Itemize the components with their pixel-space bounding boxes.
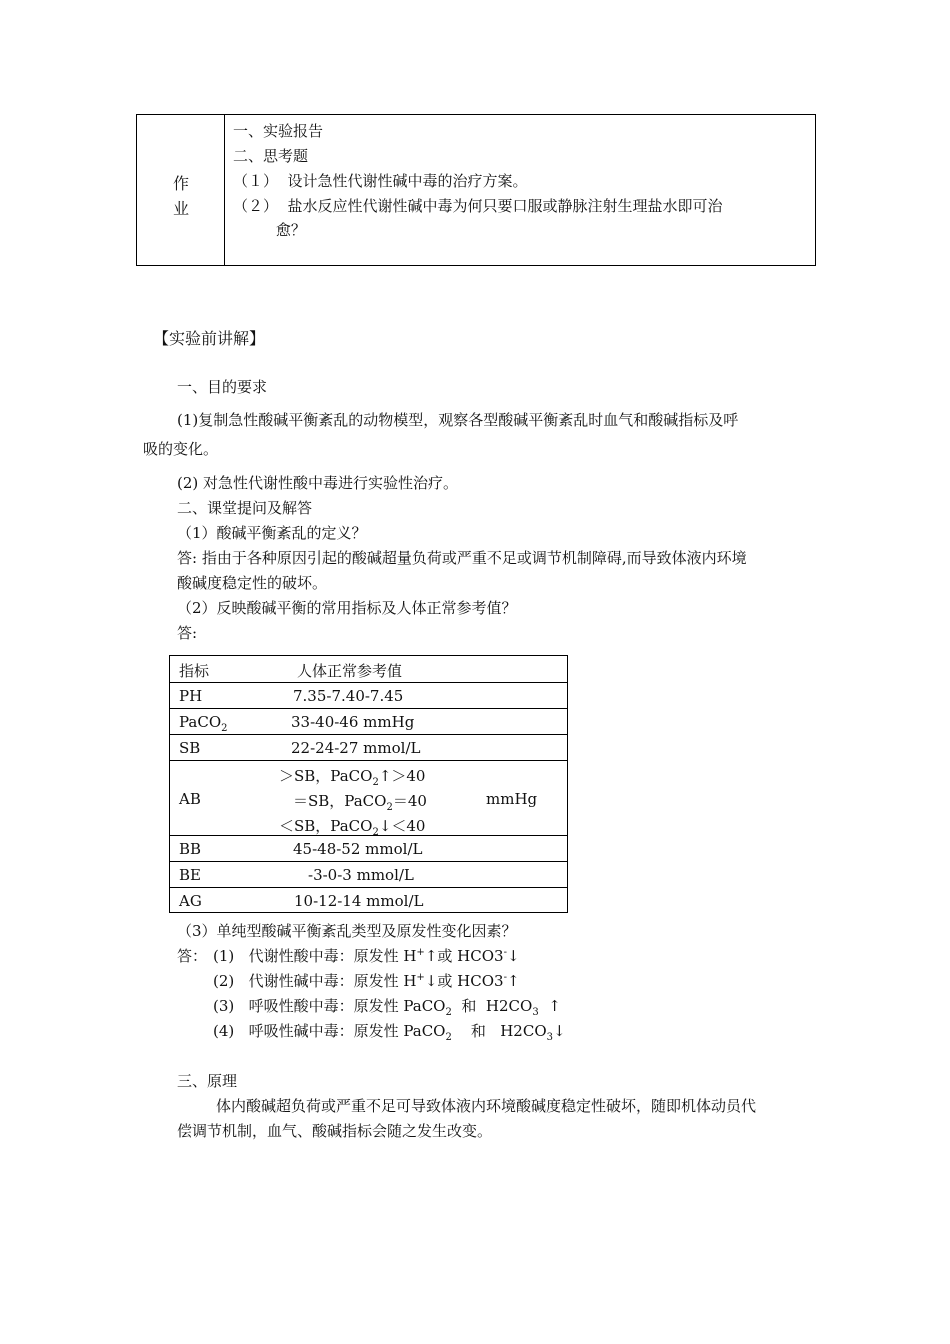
ab-line-2: [293, 790, 427, 813]
homework-label-cell: [137, 115, 225, 265]
question-1: （1）酸碱平衡紊乱的定义？: [177, 524, 367, 542]
item-1-sup: +: [416, 947, 425, 958]
ref-value-sb: 22-24-27 mmol/L: [291, 739, 421, 757]
item-3-sub2: 3: [532, 1007, 539, 1018]
answer-1a: 答: 指由于各种原因引起的酸碱超量负荷或严重不足或调节机制障碍,而导致体液内环境: [177, 549, 747, 567]
section-title: 【实验前讲解】: [153, 329, 266, 348]
ref-row-paco2: [170, 709, 567, 735]
principle-heading: 三、原理: [177, 1072, 238, 1090]
answer-2-label: 答:: [177, 624, 198, 642]
homework-line-3: （１） 设计急性代谢性碱中毒的治疗方案。: [233, 172, 528, 190]
question-2: （2）反映酸碱平衡的常用指标及人体正常参考值？: [177, 599, 517, 617]
item-4-rest: 和 H2CO: [451, 1022, 547, 1040]
ref-value-paco2: 33-40-46 mmHg: [291, 713, 415, 731]
qa-heading: 二、课堂提问及解答: [177, 499, 313, 517]
ab-line-1-pre: ＞SB，PaCO: [279, 767, 373, 785]
answer-3-item-3: [213, 995, 561, 1018]
homework-label-char-2: 业: [173, 199, 190, 218]
item-1-text: 代谢性酸中毒：原发性 H: [248, 947, 417, 965]
ab-line-1-post: ↑＞40: [378, 767, 426, 785]
reference-values-table: [169, 655, 568, 913]
paco2-text: PaCO: [179, 713, 222, 731]
answer-1b: 酸碱度稳定性的破坏。: [177, 574, 328, 592]
purpose-item-1b: 吸的变化。: [143, 440, 219, 458]
answer-3-item-4: [213, 1020, 566, 1043]
ref-header-value: 人体正常参考值: [297, 662, 403, 680]
item-2-num: (2): [213, 972, 235, 990]
ab-line-3-sub: 2: [372, 827, 379, 838]
answer-3-prefix: 答：: [177, 947, 208, 965]
item-1-num: (1): [213, 947, 235, 965]
ref-name-sb: SB: [179, 739, 201, 757]
ref-value-ag: 10-12-14 mmol/L: [294, 892, 424, 910]
ab-line-2-pre: ＝SB，PaCO: [293, 792, 387, 810]
item-4-text: 呼吸性碱中毒：原发性 PaCO: [248, 1022, 446, 1040]
paco2-sub: 2: [221, 723, 228, 734]
ref-name-be: BE: [179, 866, 201, 884]
ref-row-ag: [170, 888, 567, 914]
ab-line-3-post: ↓＜40: [378, 817, 426, 835]
item-2-rest: ↓或 HCO3: [424, 972, 504, 990]
item-4-sub2: 3: [546, 1032, 553, 1043]
item-4-sub: 2: [445, 1032, 452, 1043]
ref-row-sb: [170, 735, 567, 761]
item-2-end: ↑: [506, 972, 520, 990]
answer-3-item-2: [213, 970, 520, 991]
ref-name-bb: BB: [179, 840, 202, 858]
homework-line-4: （２） 盐水反应性代谢性碱中毒为何只要口服或静脉注射生理盐水即可治: [233, 197, 723, 215]
item-3-text: 呼吸性酸中毒：原发性 PaCO: [248, 997, 446, 1015]
item-4-num: (4): [213, 1022, 235, 1040]
ab-line-1: [279, 765, 425, 788]
ref-value-bb: 45-48-52 mmol/L: [293, 840, 423, 858]
ref-row-bb: [170, 836, 567, 862]
question-3: （3）单纯型酸碱平衡紊乱类型及原发性变化因素？: [177, 922, 517, 940]
homework-table: [136, 114, 816, 266]
item-3-end: ↑: [538, 997, 561, 1015]
ref-name-paco2: [179, 713, 228, 734]
purpose-heading: 一、目的要求: [177, 378, 268, 396]
ab-line-2-post: ＝40: [392, 792, 427, 810]
item-3-sub: 2: [445, 1007, 452, 1018]
ab-line-3-pre: ＜SB，PaCO: [279, 817, 373, 835]
ref-row-be: [170, 862, 567, 888]
item-3-rest: 和 H2CO: [451, 997, 533, 1015]
homework-line-1: 一、实验报告: [233, 122, 324, 140]
homework-line-5: 愈？: [233, 221, 306, 239]
purpose-item-1a: (1)复制急性酸碱平衡紊乱的动物模型，观察各型酸碱平衡紊乱时血气和酸碱指标及呼: [177, 411, 739, 429]
ab-line-3: [279, 815, 425, 838]
ref-value-ph: 7.35-7.40-7.45: [293, 687, 404, 705]
item-1-end: ↓: [506, 947, 520, 965]
principle-line-2: 偿调节机制，血气、酸碱指标会随之发生改变。: [177, 1122, 493, 1140]
ref-header-indicator: 指标: [179, 662, 210, 680]
homework-label-char-1: 作: [173, 174, 190, 193]
item-1-rest: ↑或 HCO3: [424, 947, 504, 965]
item-2-text: 代谢性碱中毒：原发性 H: [248, 972, 417, 990]
ref-table-header: [170, 656, 567, 683]
ref-name-ag: AG: [179, 892, 202, 910]
ref-name-ph: PH: [179, 687, 203, 705]
ref-row-ab: [170, 761, 567, 836]
item-4-end: ↓: [553, 1022, 566, 1040]
ref-name-ab: AB: [179, 790, 201, 808]
ab-line-2-sub: 2: [386, 802, 393, 813]
answer-3-item-1: [213, 945, 520, 966]
ab-unit: mmHg: [486, 790, 538, 808]
ref-row-ph: [170, 683, 567, 709]
item-2-sup2: -: [503, 972, 507, 983]
item-2-sup: +: [416, 972, 425, 983]
purpose-item-2: (2) 对急性代谢性酸中毒进行实验性治疗。: [177, 474, 459, 492]
principle-line-1: 体内酸碱超负荷或严重不足可导致体液内环境酸碱度稳定性破坏，随即机体动员代: [216, 1097, 757, 1115]
ref-value-be: -3-0-3 mmol/L: [308, 866, 414, 884]
item-1-sup2: -: [503, 947, 507, 958]
item-3-num: (3): [213, 997, 235, 1015]
homework-line-2: 二、思考题: [233, 147, 309, 165]
ab-line-1-sub: 2: [372, 777, 379, 788]
